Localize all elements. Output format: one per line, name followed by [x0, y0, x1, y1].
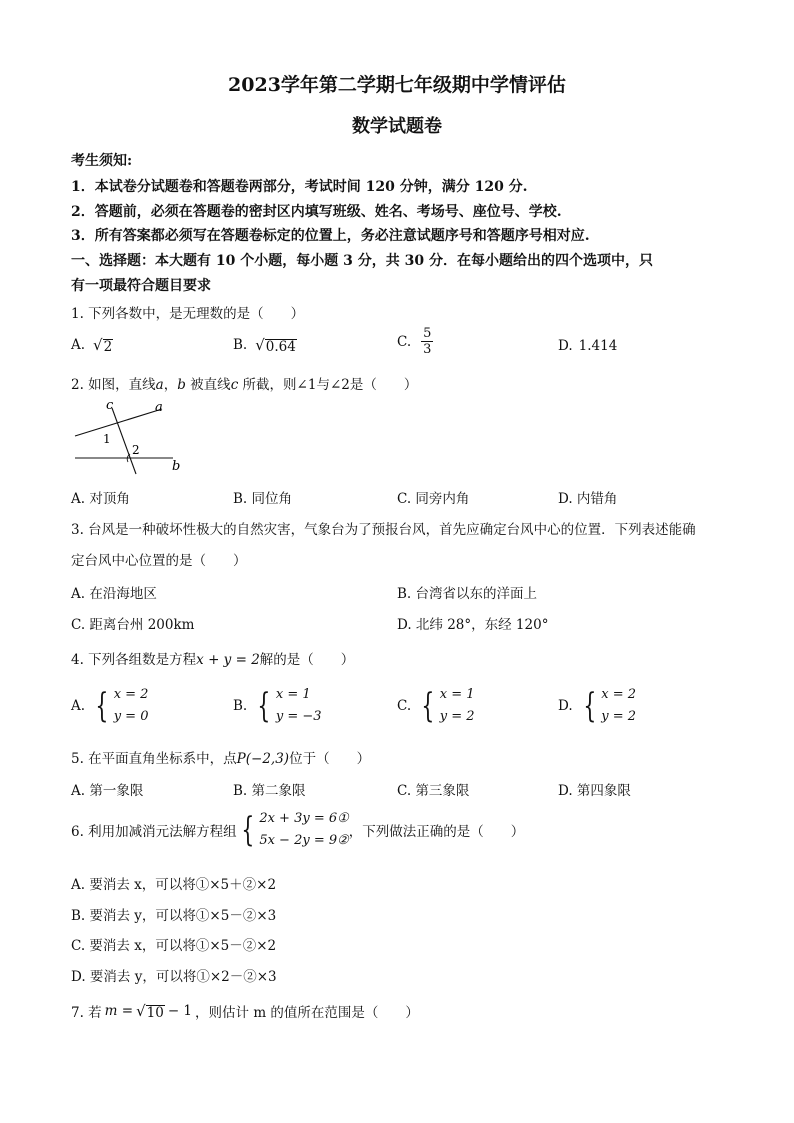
q5-option-a: A. 第一象限 — [71, 783, 144, 799]
q4-b-line1: x = 1 — [275, 687, 311, 702]
q4-b-line2: y = −3 — [275, 709, 322, 724]
q3-stem-line1: 3. 台风是一种破坏性极大的自然灾害，气象台为了预报台风，首先应确定台风中心的位置．下列表述能确 — [71, 522, 696, 538]
q5-stem-prefix: 5. 在平面直角坐标系中，点 — [71, 751, 237, 767]
q2-figure — [70, 396, 190, 476]
q6-eq1: 2x + 3y = 6① — [259, 811, 349, 826]
q1-option-b — [233, 336, 297, 354]
q1-c-fraction — [421, 326, 433, 357]
figure-label-2: 2 — [132, 443, 140, 457]
q1-c-label: C. — [397, 333, 412, 350]
q2-option-a: A. 对顶角 — [71, 491, 130, 507]
q4-a-line2: y = 0 — [113, 709, 149, 724]
q1-a-sqrt — [93, 336, 113, 354]
brace-icon: { — [95, 686, 109, 726]
q3-stem-line2: 定台风中心位置的是（ ） — [71, 553, 247, 569]
q2-var-c: c — [230, 377, 239, 393]
q4-d-line1: x = 2 — [601, 687, 637, 702]
q2-comma: ， — [163, 377, 178, 393]
brace-icon: { — [582, 686, 596, 726]
q6-eq2: 5x − 2y = 9② — [259, 833, 349, 848]
q1-a-radicand: 2 — [103, 339, 113, 355]
notice-item-3: 3．所有答案都必须写在答题卷标定的位置上，务必注意试题序号和答题序号相对应. — [71, 228, 590, 244]
q1-option-a — [71, 336, 113, 354]
q7-sqrt — [136, 1002, 165, 1020]
figure-label-1: 1 — [103, 432, 111, 446]
q6-option-c: C. 要消去 x，可以将①×5－②×2 — [71, 938, 277, 954]
q4-d-line2: y = 2 — [601, 709, 637, 724]
figure-label-a: a — [155, 400, 163, 415]
q4-option-b — [233, 684, 322, 728]
q6-stem — [71, 808, 524, 852]
notice-heading: 考生须知: — [71, 153, 133, 169]
q4-option-d — [558, 684, 636, 728]
q1-d-value: 1.414 — [578, 338, 618, 354]
q3-option-b: B. 台湾省以东的洋面上 — [397, 586, 538, 602]
q6-option-a: A. 要消去 x，可以将①×5＋②×2 — [71, 877, 277, 893]
q1-option-d — [558, 338, 617, 354]
notice-item-2: 2．答题前，必须在答题卷的密封区内填写班级、姓名、考场号、座位号、学校. — [71, 204, 562, 220]
q7-stem-prefix: 7. 若 — [71, 1005, 102, 1021]
q1-option-c — [397, 326, 433, 357]
q7-stem — [71, 1001, 419, 1021]
q4-b-label: B. — [233, 698, 248, 714]
q1-d-label: D. — [558, 338, 573, 354]
q7-radicand: 10 — [146, 1005, 164, 1021]
q4-option-c — [397, 684, 475, 728]
q2-option-b: B. 同位角 — [233, 491, 293, 507]
q1-c-numerator: 5 — [423, 326, 432, 341]
q5-stem — [71, 747, 370, 767]
q4-stem-prefix: 4. 下列各组数是方程 — [71, 652, 197, 668]
q2-stem-prefix: 2. 如图，直线 — [71, 377, 156, 393]
q4-equation: x + y = 2 — [196, 652, 260, 668]
q4-option-a — [71, 684, 148, 728]
radical-icon: √ — [136, 1002, 146, 1020]
q3-option-d: D. 北纬 28°，东经 120° — [397, 617, 549, 633]
q7-rhs: − 1 — [167, 1003, 193, 1019]
q2-stem-mid: 被直线 — [185, 377, 231, 393]
q3-option-c: C. 距离台州 200km — [71, 617, 195, 633]
q1-stem: 1. 下列各数中，是无理数的是（ ） — [71, 306, 305, 322]
section-heading-line2: 有一项最符合题目要求 — [71, 278, 211, 294]
q2-stem — [71, 373, 417, 393]
page-title: 2023学年第二学期七年级期中学情评估 — [228, 74, 566, 96]
q1-b-label: B. — [233, 337, 248, 353]
brace-icon: { — [241, 810, 254, 850]
q4-d-label: D. — [558, 698, 573, 714]
q7-stem-end: ，则估计 m 的值所在范围是（ ） — [195, 1005, 419, 1021]
q5-option-c: C. 第三象限 — [397, 783, 470, 799]
q2-var-a: a — [155, 377, 164, 393]
q7-lhs: m = — [104, 1003, 134, 1019]
q4-a-line1: x = 2 — [113, 687, 149, 702]
radical-icon: √ — [93, 336, 103, 354]
q2-option-d: D. 内错角 — [558, 491, 618, 507]
line-a — [75, 409, 162, 436]
q6-stem-end: ，下列做法正确的是（ ） — [348, 824, 525, 840]
q4-stem-end: 解的是（ ） — [259, 652, 355, 668]
brace-icon: { — [257, 686, 271, 726]
q1-a-label: A. — [71, 337, 86, 353]
q5-option-b: B. 第二象限 — [233, 783, 306, 799]
q1-b-radicand: 0.64 — [265, 339, 296, 355]
q4-c-line2: y = 2 — [439, 709, 475, 724]
page-subtitle: 数学试题卷 — [352, 116, 442, 137]
notice-item-1: 1．本试卷分试题卷和答题卷两部分，考试时间 120 分钟，满分 120 分. — [71, 179, 528, 195]
figure-label-c: c — [106, 398, 114, 413]
q1-c-denominator: 3 — [423, 342, 432, 357]
radical-icon: √ — [255, 336, 265, 354]
q3-option-a: A. 在沿海地区 — [71, 586, 157, 602]
q2-stem-end: 所截，则∠1与∠2是（ ） — [238, 377, 418, 393]
q6-option-d: D. 要消去 y，可以将①×2－②×3 — [71, 969, 277, 985]
section-heading-line1: 一、选择题：本大题有 10 个小题，每小题 3 分，共 30 分．在每小题给出的四个选项中，只 — [71, 253, 653, 269]
q5-option-d: D. 第四象限 — [558, 783, 631, 799]
q2-option-c: C. 同旁内角 — [397, 491, 470, 507]
q4-c-line1: x = 1 — [439, 687, 475, 702]
q1-b-sqrt — [255, 336, 297, 354]
q2-var-b: b — [177, 377, 186, 393]
brace-icon: { — [421, 686, 435, 726]
q6-stem-prefix: 6. 利用加减消元法解方程组 — [71, 824, 237, 840]
q6-option-b: B. 要消去 y，可以将①×5－②×3 — [71, 908, 277, 924]
figure-label-b: b — [172, 459, 181, 474]
q4-a-label: A. — [71, 698, 86, 714]
q4-stem — [71, 648, 354, 668]
q4-c-label: C. — [397, 698, 412, 714]
q5-point: P(−2,3) — [236, 751, 290, 767]
q5-stem-end: 位于（ ） — [289, 751, 371, 767]
